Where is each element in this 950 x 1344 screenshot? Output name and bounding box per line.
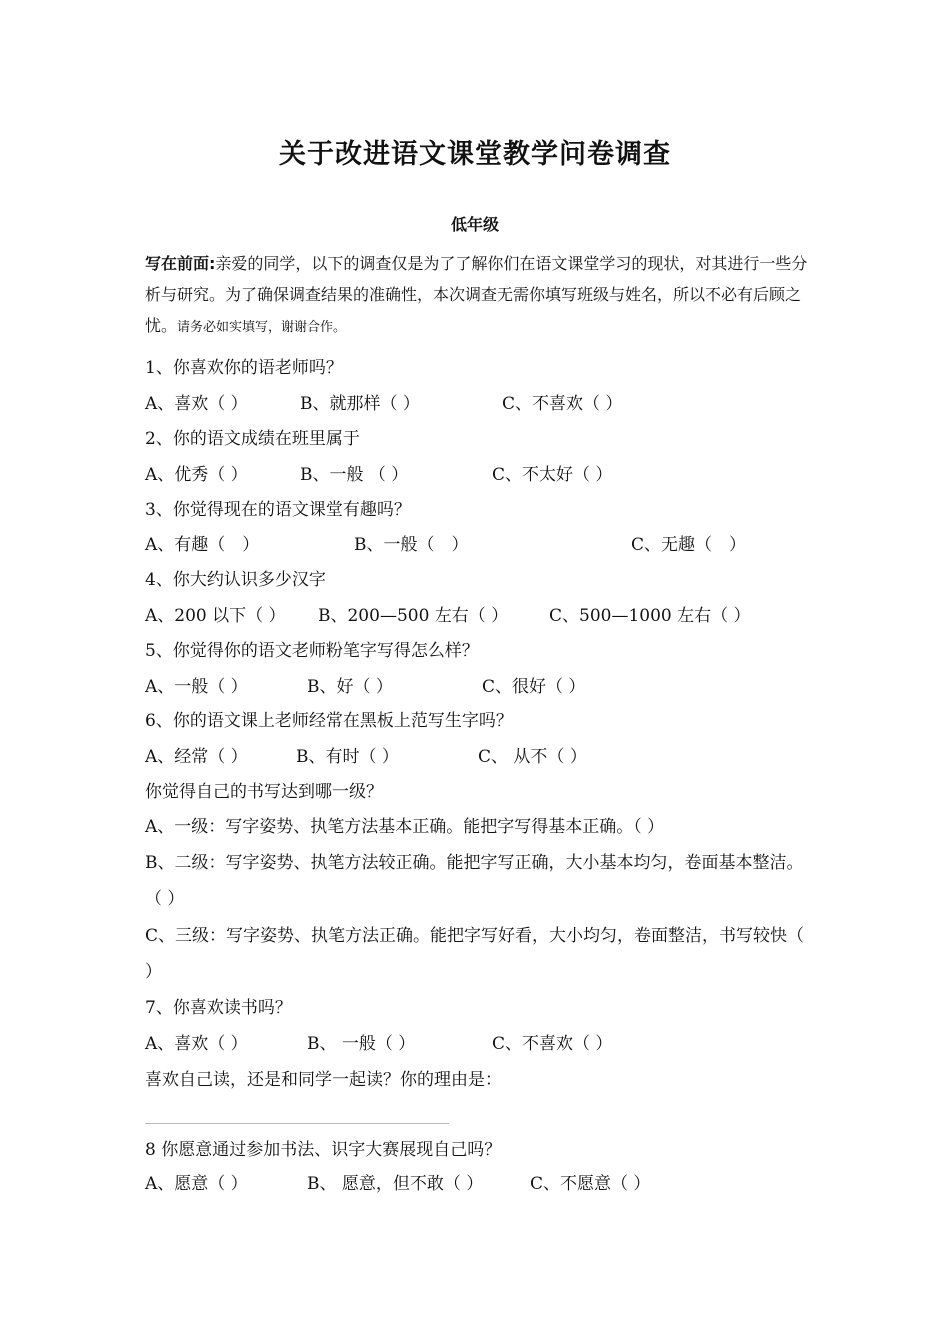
q2-option-c[interactable]: C、不太好（ ）	[492, 465, 613, 485]
q7-option-c[interactable]: C、不喜欢（ ）	[492, 1034, 613, 1054]
q4-option-c[interactable]: C、500—1000 左右（ ）	[549, 606, 751, 626]
q8-option-c[interactable]: C、不愿意（ ）	[530, 1174, 651, 1194]
q5-option-c[interactable]: C、很好（ ）	[482, 677, 586, 697]
q1-option-a[interactable]: A、喜欢（ ）	[145, 394, 248, 414]
q6-option-c[interactable]: C、 从不（ ）	[478, 747, 587, 767]
handwriting-option-c[interactable]: C、三级：写字姿势、执笔方法正确。能把字写好看，大小均匀，卷面整洁，书写较快（ ）	[145, 926, 805, 982]
question-6-options	[145, 745, 845, 769]
q3-option-a[interactable]: A、有趣（ ）	[145, 535, 260, 555]
question-8: 8 你愿意通过参加书法、识字大赛展现自己吗？	[145, 1140, 502, 1160]
answer-blank-line[interactable]	[145, 1123, 449, 1124]
q7-option-a[interactable]: A、喜欢（ ）	[145, 1034, 248, 1054]
question-3: 3、你觉得现在的语文课堂有趣吗？	[145, 500, 411, 520]
handwriting-option-b[interactable]: B、二级：写字姿势、执笔方法较正确。能把字写正确，大小基本均匀，卷面基本整洁。（ ）	[145, 853, 804, 909]
q2-option-b[interactable]: B、一般 （ ）	[300, 465, 409, 485]
q5-option-a[interactable]: A、一般（ ）	[145, 677, 248, 697]
question-8-options	[145, 1172, 845, 1196]
q3-option-b[interactable]: B、一般（ ）	[354, 535, 469, 555]
question-1-options	[145, 392, 845, 416]
q4-option-a[interactable]: A、200 以下（ ）	[145, 606, 286, 626]
intro-label: 写在前面:	[145, 254, 216, 273]
question-5: 5、你觉得你的语文老师粉笔字写得怎么样？	[145, 641, 479, 661]
question-4: 4、你大约认识多少汉字	[145, 570, 326, 590]
question-7: 7、你喜欢读书吗？	[145, 998, 292, 1018]
intro-body: 亲爱的同学，以下的调查仅是为了了解你们在语文课堂学习的现状，对其进行一些分析与研究。为了确保调查结果的准确性，本次调查无需你填写班级与姓名，所以不必有后顾之忧。	[145, 254, 808, 335]
question-6: 6、你的语文课上老师经常在黑板上范写生字吗？	[145, 711, 513, 731]
intro-paragraph	[145, 248, 815, 343]
q2-option-a[interactable]: A、优秀（ ）	[145, 465, 248, 485]
question-7-options	[145, 1032, 845, 1056]
question-2-options	[145, 463, 845, 487]
q1-option-c[interactable]: C、不喜欢（ ）	[502, 394, 623, 414]
grade-subtitle: 低年级	[450, 215, 499, 234]
question-3-options	[145, 533, 845, 557]
q1-option-b[interactable]: B、就那样（ ）	[300, 394, 420, 414]
handwriting-question: 你觉得自己的书写达到哪一级？	[145, 782, 383, 802]
q7-option-b[interactable]: B、 一般（ ）	[307, 1034, 416, 1054]
q8-option-a[interactable]: A、愿意（ ）	[145, 1174, 248, 1194]
q8-option-b[interactable]: B、 愿意，但不敢（ ）	[307, 1174, 484, 1194]
q6-option-b[interactable]: B、有时（ ）	[296, 747, 399, 767]
q6-option-a[interactable]: A、经常（ ）	[145, 747, 248, 767]
q4-option-b[interactable]: B、200—500 左右（ ）	[318, 606, 509, 626]
q5-option-b[interactable]: B、好（ ）	[307, 677, 393, 697]
document-title: 关于改进语文课堂教学问卷调查	[279, 139, 671, 170]
question-2: 2、你的语文成绩在班里属于	[145, 429, 360, 449]
reading-reason-question: 喜欢自己读，还是和同学一起读？你的理由是：	[145, 1070, 502, 1090]
question-1: 1、你喜欢你的语老师吗？	[145, 358, 343, 378]
question-5-options	[145, 675, 845, 699]
handwriting-option-a[interactable]: A、一级：写字姿势、执笔方法基本正确。能把字写得基本正确。（ ）	[145, 817, 665, 837]
q3-option-c[interactable]: C、无趣（ ）	[631, 535, 747, 555]
question-4-options	[145, 604, 845, 628]
intro-tail: 请务必如实填写，谢谢合作。	[177, 320, 347, 335]
